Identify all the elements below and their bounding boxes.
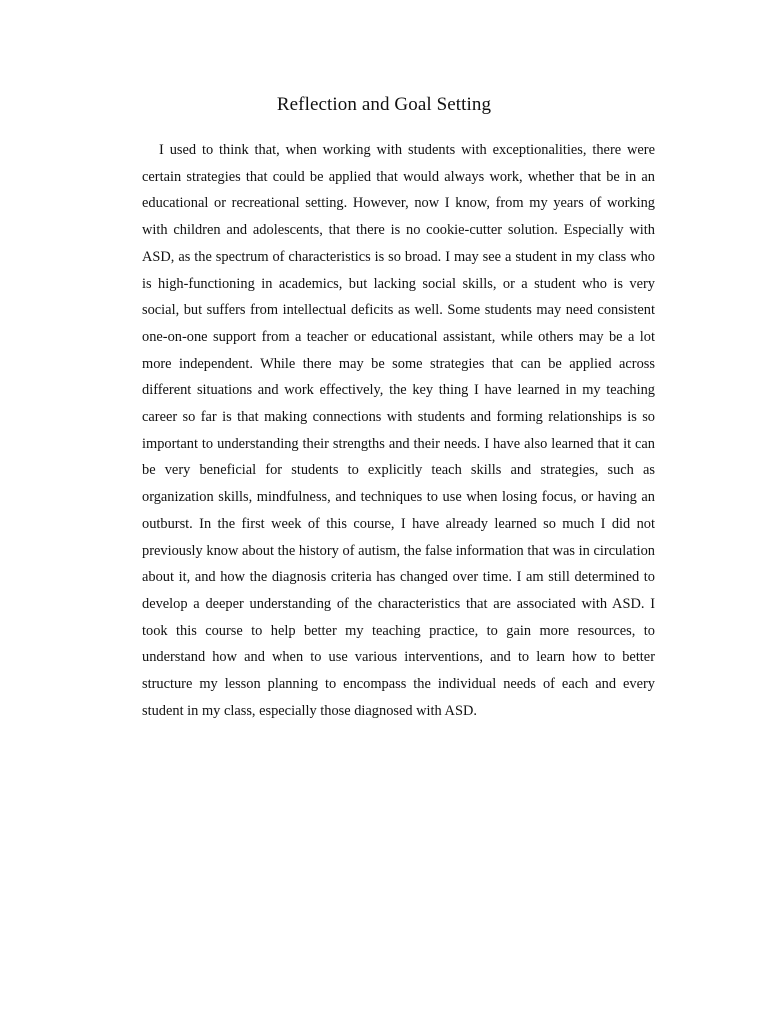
body-paragraph: I used to think that, when working with students with exceptionalities, there were certain strategies that could be applied that would always work, whether that be in an educational or recreational setting. However, now I know, from my years of working with children and adolescents, that there is no cookie-cutter solution. Especially with ASD, as the spectrum of characteristics is so broad. I may see a student in my class who is high-functioning in academics, but lacking social skills, or a student who is very social, but suffers from intellectual deficits as well. Some students may need consistent one-on-one support from a teacher or educational assistant, while others may be a lot more independent. While there may be some strategies that can be applied across different situations and work effectively, the key thing I have learned in my teaching career so far is that making connections with students and forming relationships is so important to understanding their strengths and their needs. I have also learned that it can be very beneficial for students to explicitly teach skills and strategies, such as organization skills, mindfulness, and techniques to use when losing focus, or having an outburst. In the first week of this course, I have already learned so much I did not previously know about the history of autism, the false information that was in circulation about it, and how the diagnosis criteria has changed over time. I am still determined to develop a deeper understanding of the characteristics that are associated with ASD. I took this course to help better my teaching practice, to gain more resources, to understand how and when to use various interventions, and to learn how to better structure my lesson planning to encompass the individual needs of each and every student in my class, especially those diagnosed with ASD. <box>142 142 655 719</box>
document-title: Reflection and Goal Setting <box>276 94 492 115</box>
